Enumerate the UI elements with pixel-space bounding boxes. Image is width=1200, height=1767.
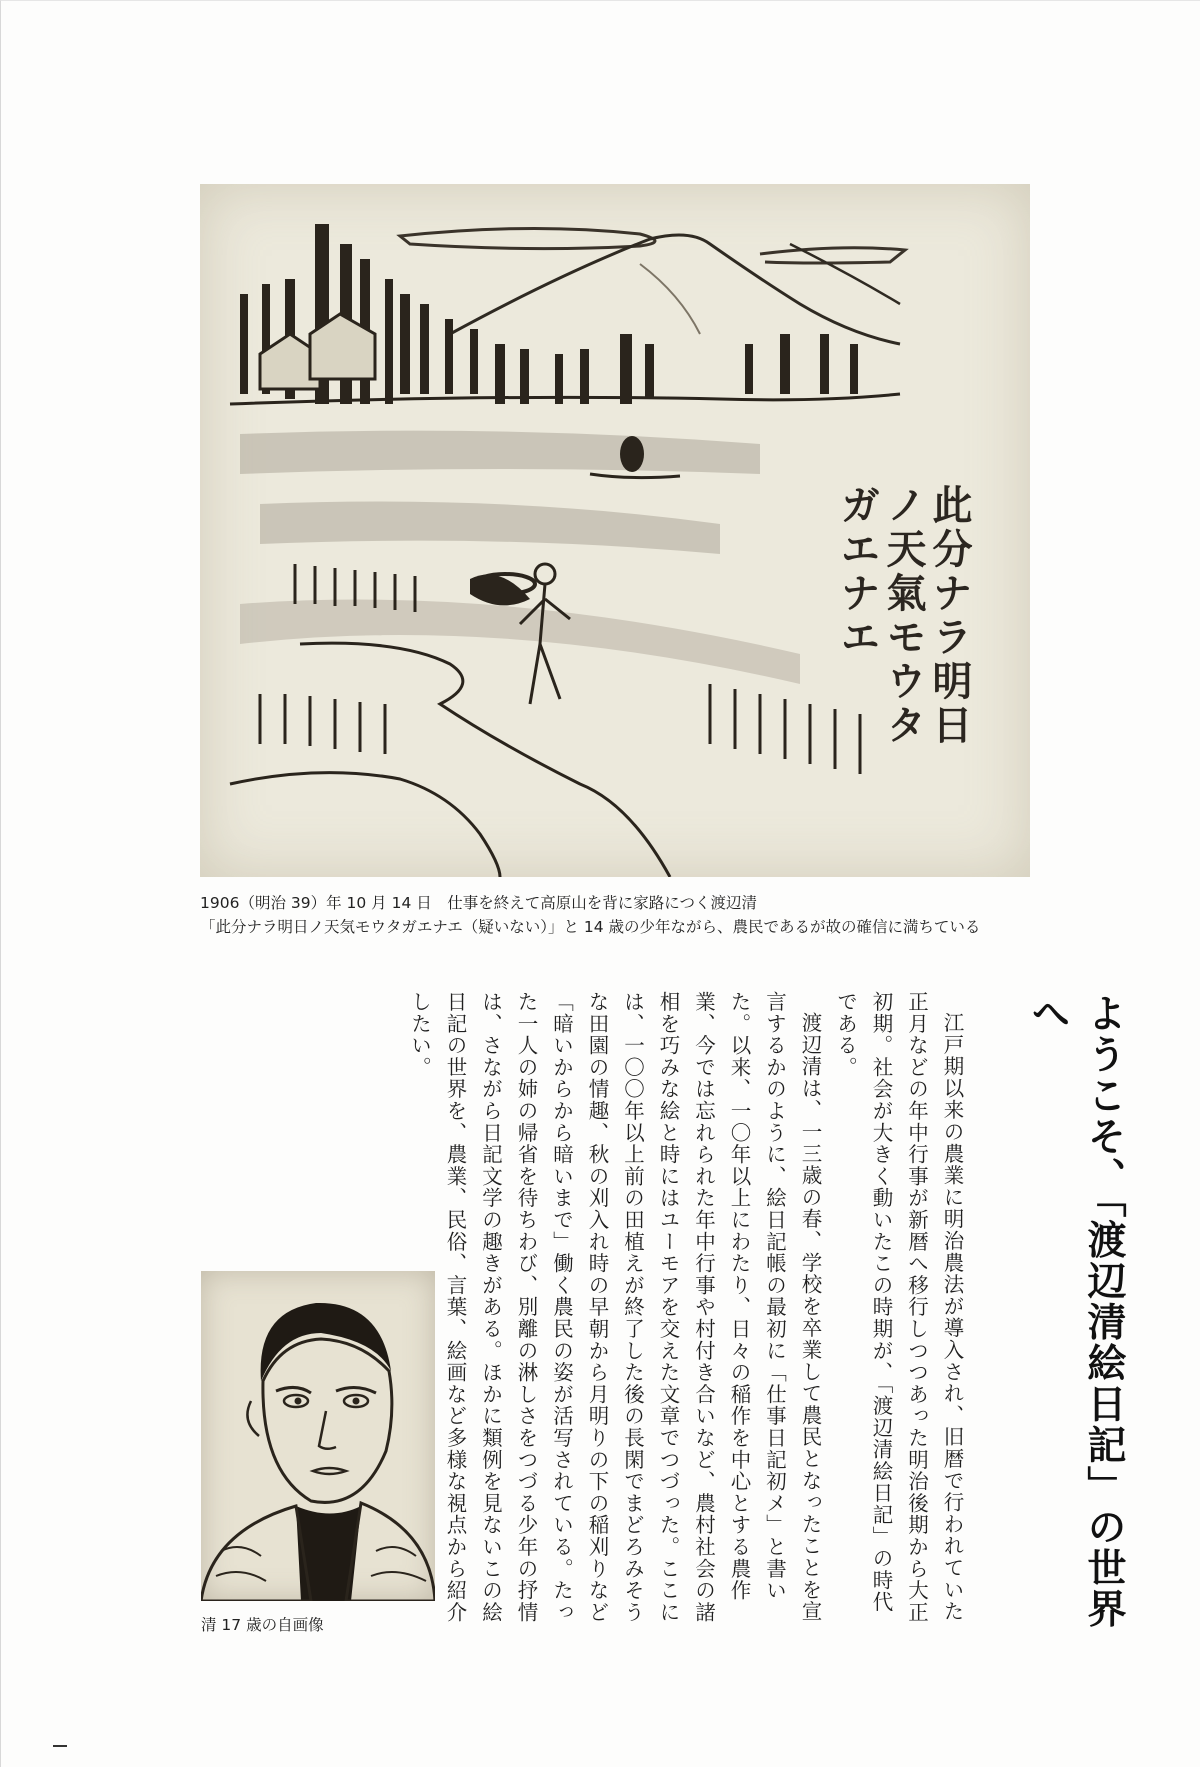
body-paragraph-1: 江戸期以来の農業に明治農法が導入され、旧暦で行われていた正月などの年中行事が新暦へ移行しつつあった明治後期から大正初期。社会が大きく動いたこの時期が、「渡辺清絵日記」の時代である。 [833,991,964,1624]
portrait-caption: 清 17 歳の自画像 [201,1616,324,1634]
painting-inscription: 此分ナラ明日ノ天氣モウタガエナエ [834,484,973,748]
diary-painting [200,184,1030,877]
self-portrait [201,1271,435,1601]
page-mark [53,1745,67,1747]
portrait-illustration [201,1271,435,1601]
body-paragraph-2: 渡辺清は、一三歳の春、学校を卒業して農民となったことを宣言するかのように、絵日記帳の最初に「仕事日記初メ」と書いた。以来、一〇年以上にわたり、日々の稲作を中心とする農作業、今では忘れられた年中行事や村付き合いなど、農村社会の諸相を巧みな絵と時にはユーモアを交えた文章でつづった。ここには、一〇〇年以上前の田植えが終了した後の長閑でまどろみそうな田園の情趣、秋の刈入れ時の早朝から月明りの下の稲刈りなど「暗いからから暗いまで」働く農民の姿が活写されている。たった一人の姉の帰省を待ちわび、別離の淋しさをつづる少年の抒情は、さながら日記文学の趣きがある。ほかに類例を見ないこの絵日記の世界を、農業、民俗、言葉、絵画など多様な視点から紹介したい。 [407,991,822,1624]
painting-caption [200,891,1080,939]
caption-line-1: 1906（明治 39）年 10 月 14 日 仕事を終えて高原山を背に家路につく渡辺清 [200,894,757,912]
section-heading: ようこそ、「渡辺清絵日記」の世界へ [1025,993,1126,1630]
caption-line-2: 「此分ナラ明日ノ天気モウタガエナエ（疑いない）」と 14 歳の少年ながら、農民であるが故の確信に満ちている [200,918,981,936]
